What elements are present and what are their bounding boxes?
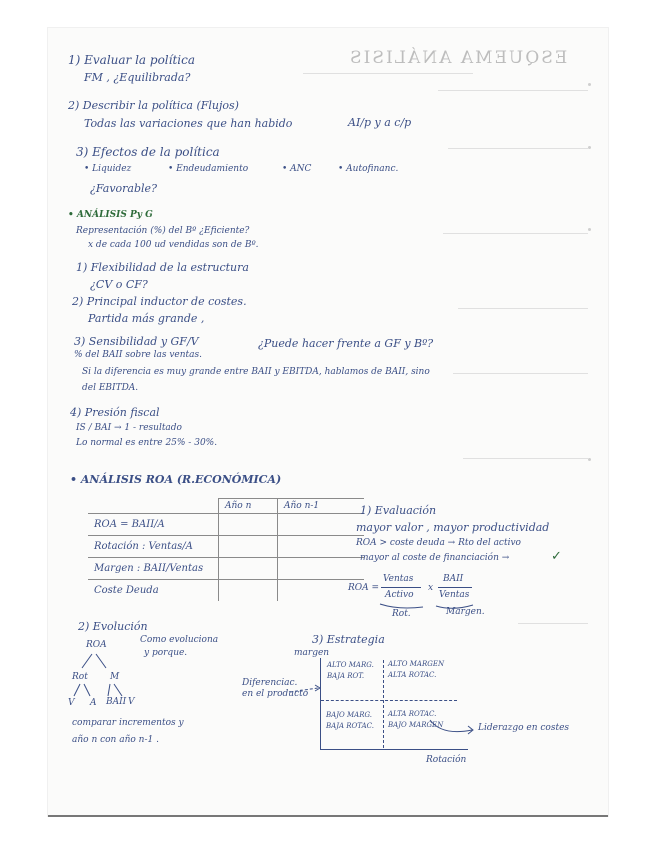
- note-line: ¿Puede hacer frente a GF y Bº?: [258, 337, 434, 350]
- table-header-cell: [88, 499, 219, 514]
- note-line: ¿CV o CF?: [90, 278, 148, 291]
- tree-node: ROA: [86, 640, 107, 650]
- strategy-note: en el producto: [242, 689, 309, 699]
- table-cell: [278, 536, 365, 558]
- quadrant-divider: [321, 700, 457, 701]
- table-cell: [219, 580, 278, 602]
- quadrant-label: BAJO MARGEN: [388, 721, 444, 729]
- tree-node: V: [68, 698, 75, 708]
- note-line: comparar incrementos y: [72, 718, 184, 728]
- note-line: 4) Presión fiscal: [70, 406, 160, 419]
- axis-label-x: Rotación: [426, 755, 467, 765]
- formula-lhs: ROA =: [348, 583, 380, 593]
- note-line: 1) Flexibilidad de la estructura: [76, 261, 249, 274]
- note-line: FM , ¿Equilibrada?: [84, 71, 191, 84]
- table-row: [88, 536, 364, 558]
- formula-denominator: Ventas: [439, 590, 470, 600]
- formula-denominator: Activo: [385, 590, 414, 600]
- formula-underlabel: Rot.: [392, 609, 411, 619]
- tree-node: A: [90, 698, 97, 708]
- note-line: año n con año n-1 .: [72, 735, 159, 745]
- notebook-page: [48, 28, 608, 816]
- table-row: [88, 558, 364, 580]
- ghost-dot: [588, 228, 591, 231]
- note-line: Si la diferencia es muy grande entre BAII y EBITDA, hablamos de BAII, sino: [82, 367, 430, 377]
- note-line: 2) Evolución: [78, 620, 148, 633]
- formula-numerator: BAII: [443, 574, 464, 584]
- y-axis: [320, 658, 321, 750]
- table-row: [88, 514, 364, 536]
- tree-node: Rot: [72, 672, 88, 682]
- tree-node: M: [110, 672, 120, 682]
- table-header-row: [88, 499, 364, 514]
- table-header-cell: Año n-1: [278, 499, 365, 514]
- note-line: Lo normal es entre 25% - 30%.: [76, 438, 218, 448]
- note-line: 2) Principal inductor de costes.: [72, 295, 247, 308]
- note-line: 3) Estrategia: [312, 633, 385, 646]
- formula-numerator: Ventas: [383, 574, 414, 584]
- quadrant-label: ALTA ROTAC.: [388, 671, 437, 679]
- tree-node: V: [128, 697, 135, 707]
- note-line: AI/p y a c/p: [348, 116, 412, 129]
- fraction-bar: [438, 587, 472, 588]
- ghost-rule: [303, 73, 473, 74]
- ghost-dot: [588, 146, 591, 149]
- note-bullet: • Liquidez: [84, 164, 132, 174]
- x-axis: [320, 749, 468, 750]
- roa-table: [88, 498, 364, 601]
- quadrant-divider: [383, 660, 384, 748]
- formula-underlabel: Margen.: [446, 607, 485, 617]
- table-cell: Margen : BAII/Ventas: [88, 558, 219, 580]
- ghost-dot: [588, 83, 591, 86]
- note-line: mayor al coste de financiación →: [360, 553, 510, 563]
- table-cell: [278, 514, 365, 536]
- ghost-title: ESQUEMA ANÁLISIS: [348, 48, 568, 68]
- note-line: 2) Describir la política (Flujos): [68, 99, 239, 112]
- check-icon: ✓: [551, 549, 562, 564]
- note-line: ¿Favorable?: [90, 182, 157, 195]
- ghost-dot: [588, 458, 591, 461]
- note-line: Como evoluciona: [140, 635, 219, 645]
- table-cell: [278, 558, 365, 580]
- underbrace-icon: [378, 602, 478, 612]
- table-cell: Rotación : Ventas/A: [88, 536, 219, 558]
- quadrant-label: ALTO MARGEN: [388, 660, 445, 668]
- section-title: • ANÁLISIS ROA (R.ECONÓMICA): [70, 473, 282, 486]
- quadrant-label: BAJO MARG.: [326, 711, 373, 719]
- quadrant-label: ALTA ROTAC.: [388, 710, 437, 718]
- table-cell: [219, 514, 278, 536]
- section-title: • ANÁLISIS Py G: [68, 210, 153, 220]
- note-line: 1) Evaluación: [360, 504, 437, 517]
- table-row: [88, 580, 364, 602]
- ghost-rule: [453, 373, 588, 374]
- ghost-rule: [448, 148, 588, 149]
- strategy-note: Liderazgo en costes: [478, 723, 570, 733]
- strategy-note: Diferenciac.: [242, 678, 298, 688]
- table-header-cell: Año n: [219, 499, 278, 514]
- note-line: % del BAII sobre las ventas.: [74, 350, 203, 360]
- table-cell: [219, 558, 278, 580]
- ghost-rule: [438, 90, 588, 91]
- arrow-icon: [288, 682, 328, 698]
- note-line: x de cada 100 ud vendidas son de Bº.: [88, 240, 259, 250]
- tree-node: BAII: [106, 697, 127, 707]
- note-line: Representación (%) del Bº ¿Eficiente?: [76, 226, 250, 236]
- table-cell: [219, 536, 278, 558]
- scan-bottom-edge: [48, 815, 608, 817]
- note-line: ROA > coste deuda → Rto del activo: [356, 538, 521, 548]
- quadrant-label: ALTO MARG.: [327, 661, 374, 669]
- formula-times: x: [428, 583, 434, 593]
- note-line: y porque.: [144, 648, 188, 658]
- note-bullet: • ANC: [282, 164, 312, 174]
- quadrant-label: BAJA ROT.: [327, 672, 365, 680]
- note-line: Todas las variaciones que han habido: [84, 117, 293, 130]
- ghost-rule: [518, 623, 588, 624]
- table-cell: Coste Deuda: [88, 580, 219, 602]
- ghost-rule: [458, 308, 588, 309]
- fraction-bar: [381, 587, 421, 588]
- note-bullet: • Endeudamiento: [168, 164, 249, 174]
- note-line: del EBITDA.: [82, 383, 139, 393]
- ghost-rule: [443, 233, 588, 234]
- axis-label-y: margen: [294, 648, 330, 658]
- note-line: Partida más grande ,: [88, 312, 205, 325]
- note-line: 1) Evaluar la política: [68, 53, 196, 67]
- table-cell: ROA = BAII/A: [88, 514, 219, 536]
- quadrant-label: BAJA ROTAC.: [326, 722, 374, 730]
- note-line: 3) Efectos de la política: [76, 145, 220, 159]
- note-line: mayor valor , mayor productividad: [356, 521, 550, 534]
- note-line: IS / BAI → 1 - resultado: [76, 423, 182, 433]
- arrow-icon: [428, 716, 478, 738]
- ghost-rule: [463, 458, 588, 459]
- note-bullet: • Autofinanc.: [338, 164, 399, 174]
- note-line: 3) Sensibilidad y GF/V: [74, 335, 199, 348]
